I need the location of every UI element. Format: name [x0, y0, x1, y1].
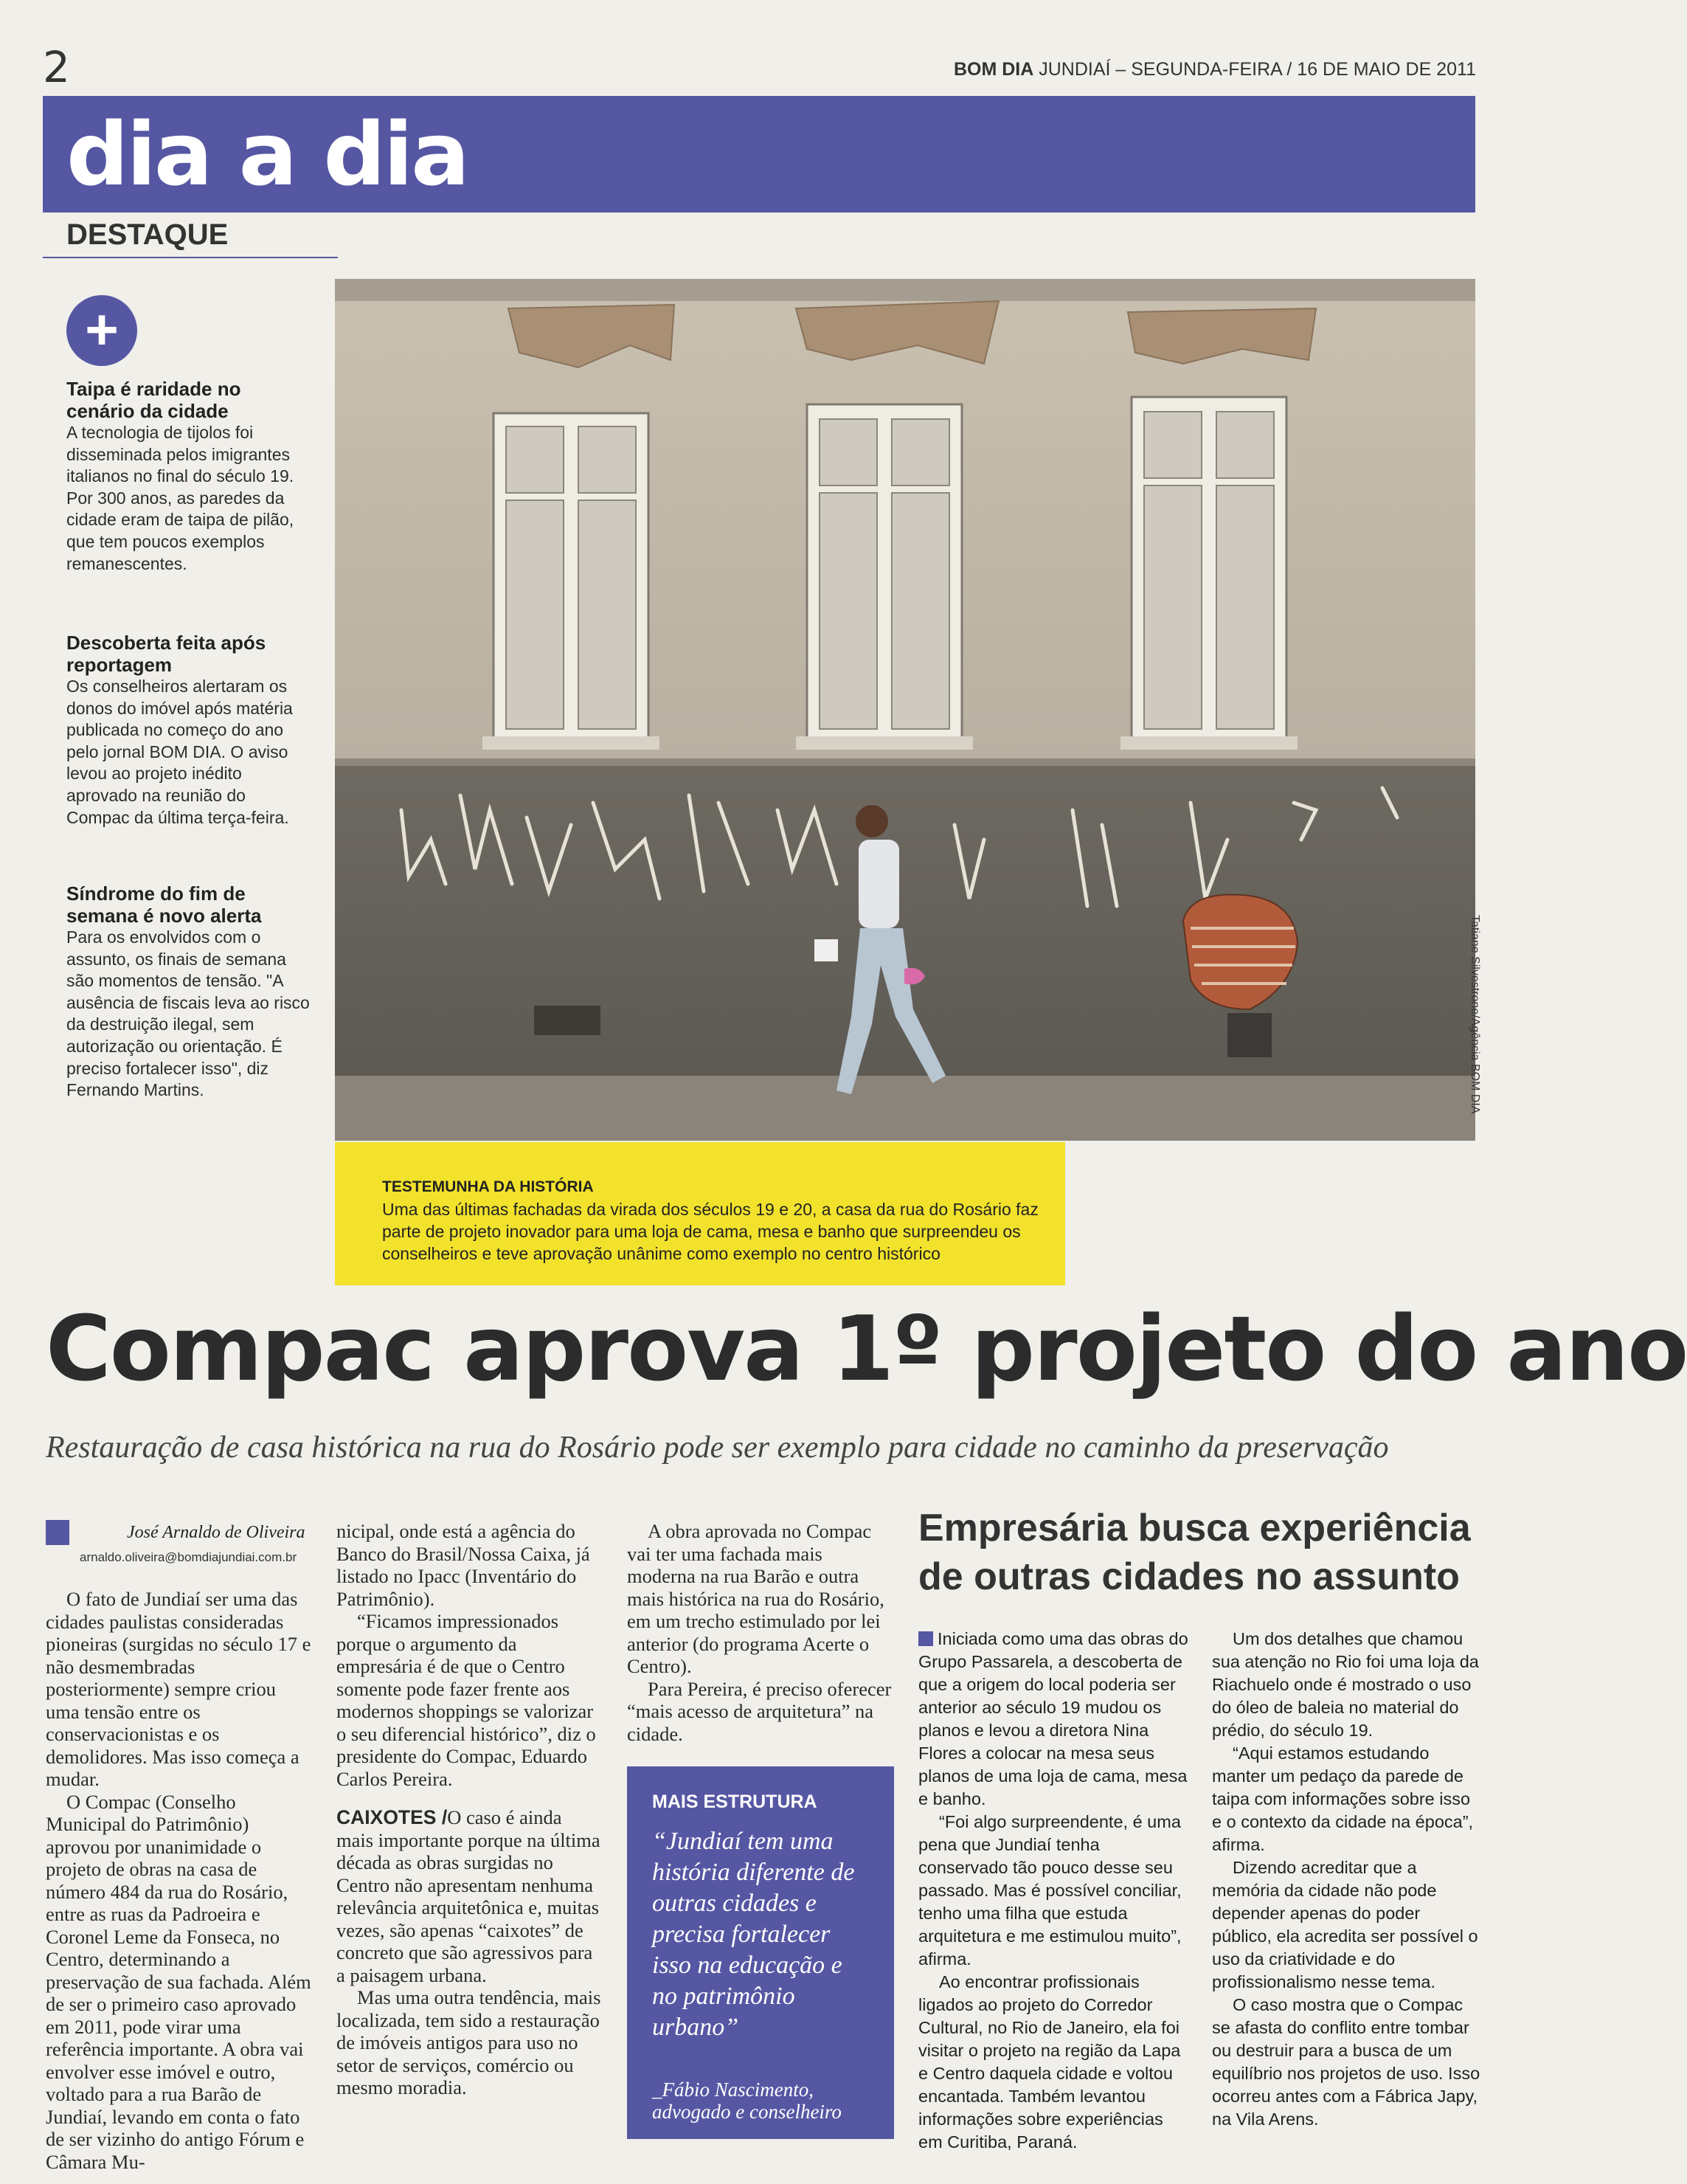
sidebar-item: [66, 632, 310, 829]
sidebar-item-body: Para os envolvidos com o assunto, os finais de semana são momentos de tensão. "A ausência de fiscais leva ao risco da destruição ilegal, sem autorização ou orientação. É preciso fortalecer isso", diz Fernando Martins.: [66, 927, 310, 1100]
article-column-2: [336, 1520, 603, 2099]
kicker: CAIXOTES /: [336, 1806, 448, 1828]
paragraph: Ao encontrar profissionais ligados ao projeto do Corredor Cultural, no Rio de Janeiro, ela foi visitar o projeto na região da Lapa e Centro daquela cidade e voltou encantada. Também levantou informações sobre experiências em Curitiba, Paraná.: [918, 1972, 1181, 2152]
divider: [43, 257, 338, 258]
caption-title: TESTEMUNHA DA HISTÓRIA: [382, 1178, 594, 1195]
paragraph: Para Pereira, é preciso oferecer “mais acesso de arquitetura” na cidade.: [627, 1677, 892, 1745]
sidebar-item: [66, 378, 310, 575]
pull-quote-label: MAIS ESTRUTURA: [652, 1791, 817, 1812]
page-number: 2: [43, 42, 70, 92]
photo-caption: [335, 1142, 1065, 1285]
byline-marker: [46, 1520, 69, 1545]
sidebar-story-column-1: [918, 1628, 1191, 2154]
divider: [43, 210, 1475, 212]
sidebar-story-column-2: [1212, 1628, 1481, 2131]
author-email: arnaldo.oliveira@bomdiajundiai.com.br: [80, 1550, 297, 1564]
sidebar-item-title: Síndrome do fim de semana é novo alerta: [66, 882, 262, 927]
sidebar-item-title: Descoberta feita após reportagem: [66, 632, 266, 676]
paragraph: O caso mostra que o Compac se afasta do conflito entre tombar ou destruir para a busca de um equilíbrio nos projetos de uso. Isso ocorreu antes com a Fábrica Japy, na Vila Arens.: [1212, 1995, 1480, 2129]
plus-icon: +: [66, 295, 137, 366]
paragraph: O Compac (Conselho Municipal do Patrimônio) aprovou por unanimidade o projeto de obras na casa de número 484 da rua do Rosário, entre as ruas da Padroeira e Coronel Leme da Fonseca, no Centro, determinando a preservação de sua fachada. Além de ser o primeiro caso aprovado em 2011, pode virar uma referência importante. A obra vai envolver esse imóvel e outro, voltado para a rua Barão de Jundiaí, levando em conta o fato de ser vizinho do antigo Fórum e Câmara Mu-: [46, 1790, 311, 2173]
paragraph: “Foi algo surpreendente, é uma pena que Jundiaí tenha conservado tão pouco desse seu passado. Mas é possível conciliar, tenho uma filha que estuda arquitetura e me estimulou muito”, afirma.: [918, 1812, 1182, 1969]
sidebar-item-body: Os conselheiros alertaram os donos do imóvel após matéria publicada no começo do ano pelo jornal BOM DIA. O aviso levou ao projeto inédito aprovado na reunião do Compac da última terça-feira.: [66, 677, 293, 827]
sidebar-item: [66, 882, 310, 1102]
headline: Compac aprova 1º projeto do ano: [46, 1297, 1687, 1401]
paragraph: Dizendo acreditar que a memória da cidade não pode depender apenas do poder público, ela acredita ser possível o uso da criatividade e do profissionalismo nesse tema.: [1212, 1858, 1478, 1991]
paragraph: Mas uma outra tendência, mais localizada, tem sido a restauração de imóveis antigos para uso no setor de serviços, comércio ou mesmo moradia.: [336, 1986, 601, 2098]
article-column-1: [46, 1588, 313, 2173]
pull-quote-attribution: _Fábio Nascimento, advogado e conselheiro: [652, 2078, 842, 2123]
paragraph: A obra aprovada no Compac vai ter uma fachada mais moderna na rua Barão e outra mais histórica na rua do Rosário, em um trecho estimulado por lei anterior (do programa Acerte o Centro).: [627, 1520, 884, 1677]
paragraph: [918, 1628, 1191, 1811]
paragraph-text: O caso é ainda mais importante porque na última década as obras surgidas no Centro não apresentam nenhuma relevância arquitetônica e, muitas vezes, são apenas “caixotes” de concreto que são agressivos para a paisagem urbana.: [336, 1806, 600, 1986]
running-header: [954, 59, 1476, 80]
edition-info: JUNDIAÍ – SEGUNDA-FEIRA / 16 DE MAIO DE 2011: [1039, 59, 1476, 80]
section-title: dia a dia: [66, 103, 468, 205]
paragraph-text: Iniciada como uma das obras do Grupo Passarela, a descoberta de que a origem do local poderia ser anterior ao século 19 mudou os planos e levou a diretora Nina Flores a colocar na mesa seus planos de uma loja de cama, mesa e banho.: [918, 1629, 1188, 1808]
subsection-label: DESTAQUE: [66, 218, 229, 251]
sidebar-story-headline: Empresária busca experiência de outras cidades no assunto: [918, 1507, 1471, 1598]
paragraph: “Ficamos impressionados porque o argumento da empresária é de que o Centro somente pode fazer frente aos modernos shoppings se valorizar o seu diferencial histórico”, diz o presidente do Compac, Eduardo Carlos Pereira.: [336, 1610, 596, 1790]
paragraph: Um dos detalhes que chamou sua atenção no Rio foi uma loja da Riachuelo onde é mostrado o uso do óleo de baleia no material do prédio, do século 19.: [1212, 1629, 1479, 1740]
pull-quote-text: “Jundiaí tem uma história diferente de outras cidades e precisa fortalecer isso na educação e no patrimônio urbano”: [652, 1828, 855, 2041]
paragraph-marker: [918, 1631, 933, 1646]
paragraph: nicipal, onde está a agência do Banco do Brasil/Nossa Caixa, já listado no Ipacc (Inventário do Patrimônio).: [336, 1520, 590, 1610]
sidebar-item-body: A tecnologia de tijolos foi disseminada pelos imigrantes italianos no final do século 19. Por 300 anos, as paredes da cidade eram de taipa de pilão, que tem poucos exemplos remanescentes.: [66, 423, 294, 573]
caption-text: Uma das últimas fachadas da virada dos séculos 19 e 20, a casa da rua do Rosário faz parte de projeto inovador para uma loja de cama, mesa e banho que surpreendeu os conselheiros e teve aprovação unânime como exemplo no centro histórico: [382, 1200, 1039, 1263]
paper-name: BOM DIA: [953, 59, 1034, 80]
paragraph: “Aqui estamos estudando manter um pedaço da parede de taipa com informações sobre isso e o contexto da cidade na época”, afirma.: [1212, 1744, 1474, 1854]
paragraph: [336, 1806, 603, 1986]
photo-credit: Tatiane Silvestrone/Agência BOM DIA: [1469, 915, 1481, 1114]
pull-quote: [627, 1766, 894, 2139]
deck: Restauração de casa histórica na rua do Rosário pode ser exemplo para cidade no caminho da preservação: [46, 1431, 1389, 1465]
paragraph: O fato de Jundiaí ser uma das cidades paulistas consideradas pioneiras (surgidas no século 17 e não desmembradas posteriormente) sempre criou uma tensão entre os conservacionistas e os demolidores. Mas isso começa a mudar.: [46, 1588, 311, 1790]
sidebar-item-title: Taipa é raridade no cenário da cidade: [66, 378, 241, 422]
facade-photo: [335, 279, 1475, 1141]
byline: José Arnaldo de Oliveira: [127, 1523, 305, 1542]
article-column-3: [627, 1520, 894, 1745]
